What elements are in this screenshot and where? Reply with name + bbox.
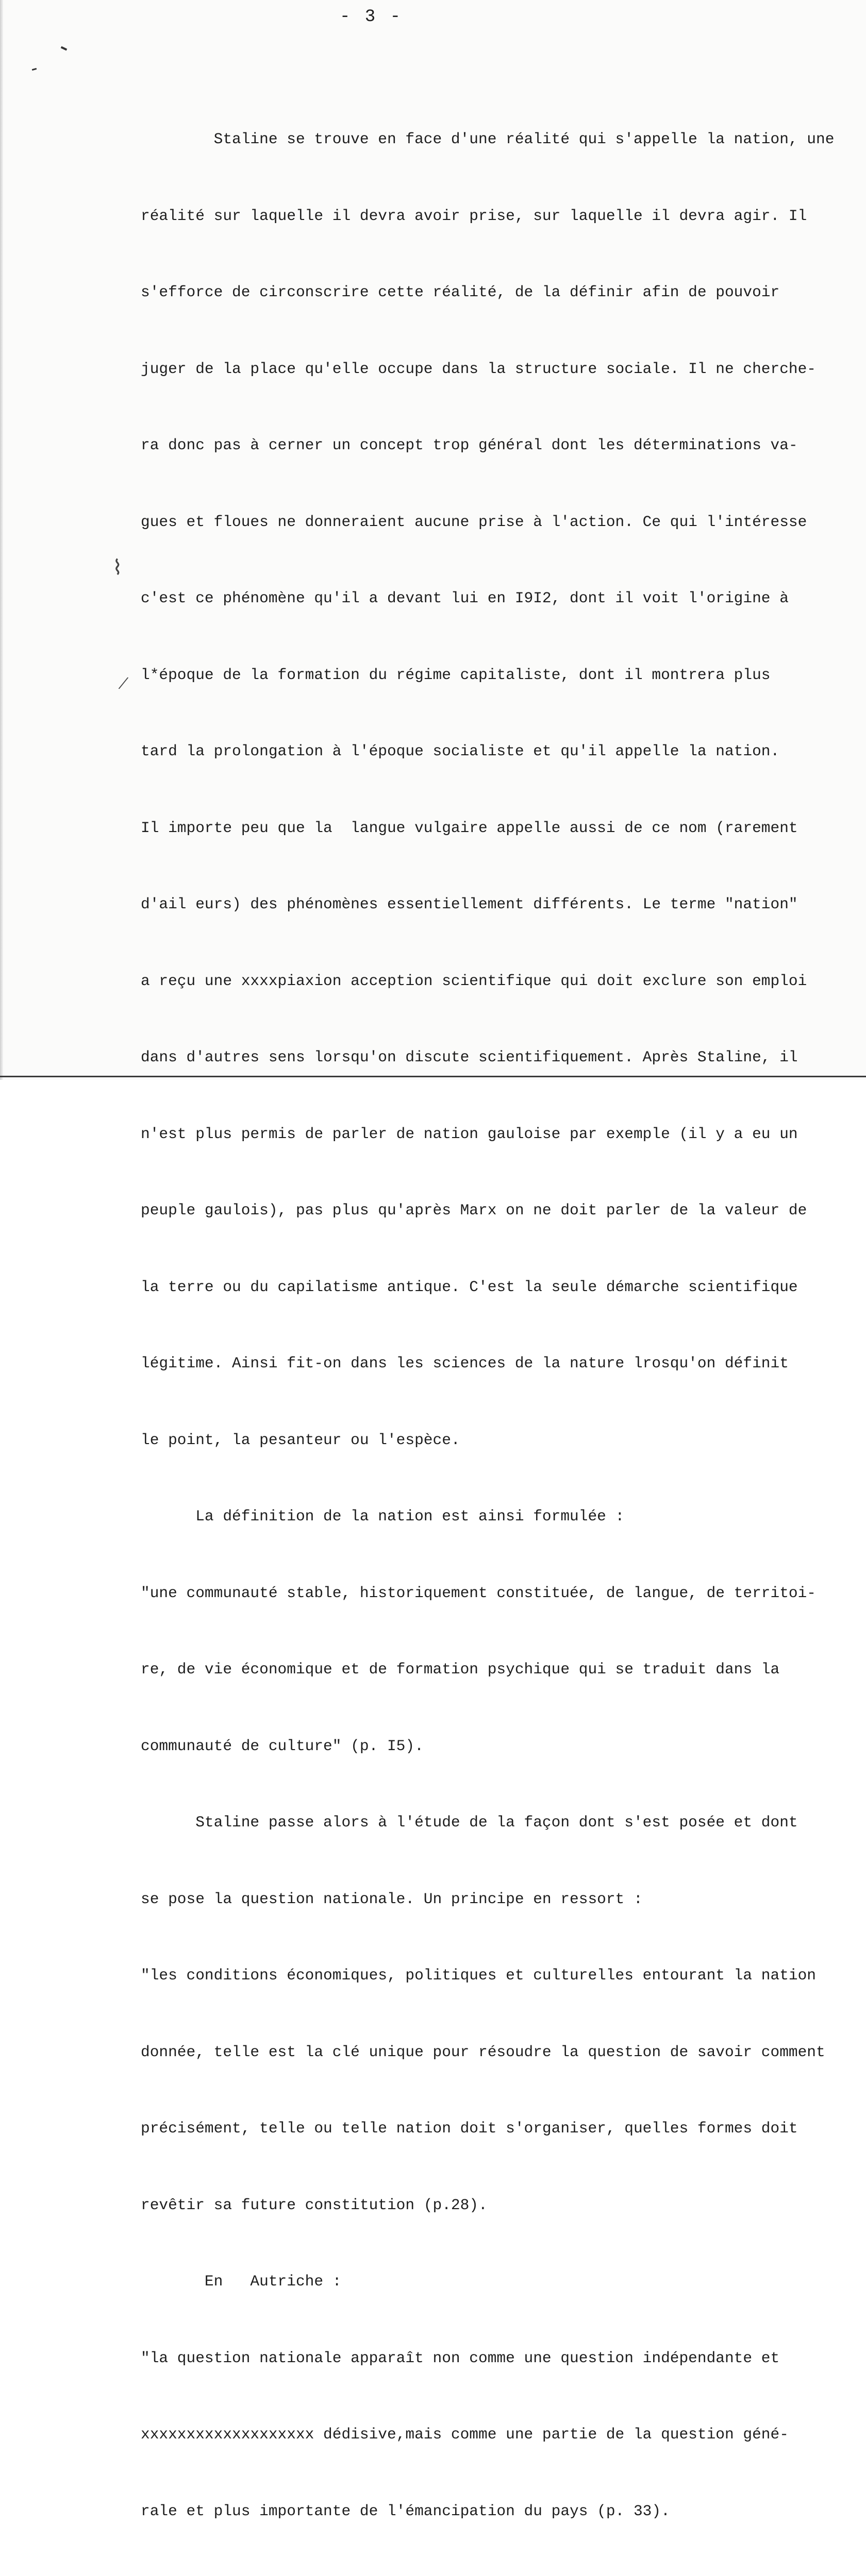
text-line: Staline se trouve en face d'une réalité qui s'appelle la nation, une — [141, 130, 835, 148]
text-line: d'ail eurs) des phénomènes essentiellement différents. Le terme "nation" — [141, 895, 798, 913]
text-line: dans d'autres sens lorsqu'on discute scientifiquement. Après Staline, il — [141, 1048, 798, 1066]
text-line: juger de la place qu'elle occupe dans la structure sociale. Il ne cherche- — [141, 360, 817, 378]
text-line: communauté de culture" (p. I5). — [141, 1737, 424, 1755]
text-line: la terre ou du capilatisme antique. C'est la seule démarche scientifique — [141, 1278, 798, 1296]
bottom-rule — [0, 1076, 866, 1077]
text-line: re, de vie économique et de formation psychique qui se traduit dans la — [141, 1660, 780, 1678]
text-line: xxxxxxxxxxxxxxxxxxx dédisive,mais comme une partie de la question géné- — [141, 2426, 789, 2443]
page-number: - 3 - — [339, 7, 403, 27]
text-line: a reçu une xxxxpiaxion acception scientifique qui doit exclure son emploi — [141, 972, 807, 990]
text-line: gues et floues ne donneraient aucune prise à l'action. Ce qui l'intéresse — [141, 513, 807, 531]
text-line: tard la prolongation à l'époque socialiste et qu'il appelle la nation. — [141, 742, 780, 760]
scan-left-edge — [0, 0, 3, 1080]
margin-annotation-mark: ⌇ — [112, 556, 123, 579]
ink-mark — [61, 46, 68, 51]
text-line: La définition de la nation est ainsi formulée : — [141, 1507, 625, 1525]
text-line: En Autriche : — [141, 2273, 342, 2290]
text-line: Il importe peu que la langue vulgaire appelle aussi de ce nom (rarement — [141, 819, 798, 837]
text-line: peuple gaulois), pas plus qu'après Marx on ne doit parler de la valeur de — [141, 1201, 807, 1219]
text-line: s'efforce de circonscrire cette réalité, de la définir afin de pouvoir — [141, 283, 780, 301]
text-line: revêtir sa future constitution (p.28). — [141, 2196, 488, 2214]
body-text — [141, 76, 862, 2576]
text-line: rale et plus importante de l'émancipation du pays (p. 33). — [141, 2502, 670, 2520]
text-line: l*époque de la formation du régime capitaliste, dont il montrera plus — [141, 666, 771, 684]
text-line: "les conditions économiques, politiques et culturelles entourant la nation — [141, 1967, 817, 1984]
text-line: ra donc pas à cerner un concept trop général dont les déterminations va- — [141, 436, 798, 454]
text-line: Staline passe alors à l'étude de la façon dont s'est posée et dont — [141, 1814, 798, 1831]
text-line: "la question nationale apparaît non comme une question indépendante et — [141, 2349, 780, 2367]
text-line: donnée, telle est la clé unique pour résoudre la question de savoir comment — [141, 2043, 825, 2061]
text-line: "une communauté stable, historiquement constituée, de langue, de territoi- — [141, 1584, 817, 1602]
text-line: c'est ce phénomène qu'il a devant lui en I9I2, dont il voit l'origine à — [141, 589, 789, 607]
text-line: précisément, telle ou telle nation doit s'organiser, quelles formes doit — [141, 2120, 798, 2137]
text-line: le point, la pesanteur ou l'espèce. — [141, 1431, 460, 1449]
margin-annotation-mark: / — [116, 671, 130, 695]
text-line: n'est plus permis de parler de nation gauloise par exemple (il y a eu un — [141, 1125, 798, 1143]
text-line: se pose la question nationale. Un principe en ressort : — [141, 1890, 643, 1908]
text-line: légitime. Ainsi fit-on dans les sciences de la nature lrosqu'on définit — [141, 1354, 789, 1372]
ink-mark — [32, 68, 37, 71]
text-line: réalité sur laquelle il devra avoir prise, sur laquelle il devra agir. Il — [141, 207, 807, 225]
